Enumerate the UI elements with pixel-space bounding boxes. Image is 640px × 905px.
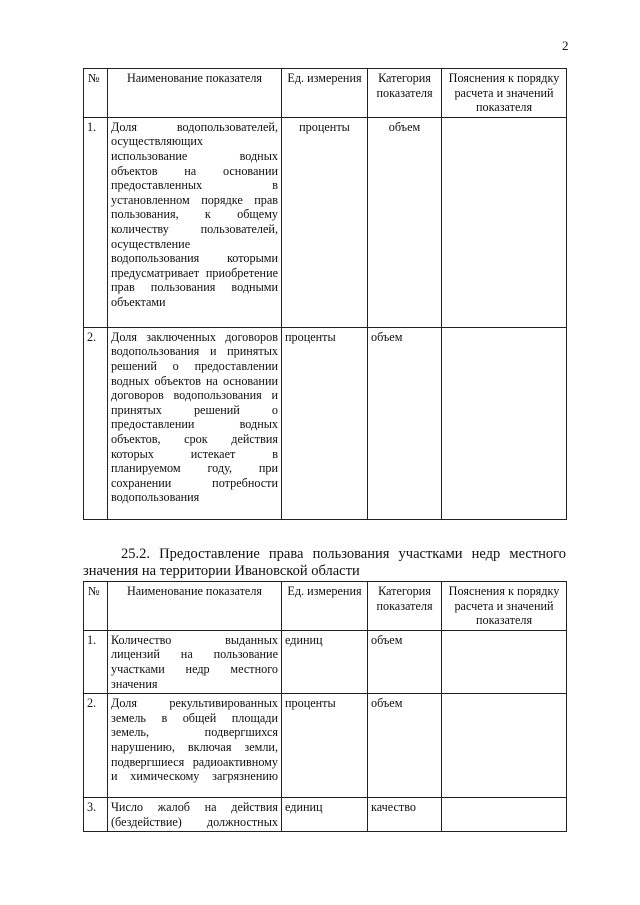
column-header-unit: Ед. измерения — [282, 582, 368, 631]
indicator-category: объем — [368, 694, 442, 798]
page-number: 2 — [562, 38, 569, 53]
row-number: 2. — [84, 327, 108, 519]
indicator-notes — [442, 630, 567, 693]
table-header-row — [84, 69, 567, 118]
indicator-category: объем — [368, 117, 442, 327]
indicator-unit: проценты — [282, 327, 368, 519]
indicator-name: Число жалоб на действия (бездействие) должностных — [108, 798, 282, 832]
row-number: 1. — [84, 630, 108, 693]
indicator-notes — [442, 327, 567, 519]
indicator-unit: единиц — [282, 630, 368, 693]
table-row — [84, 694, 567, 798]
indicator-name: Количество выданных лицензий на пользование участками недр местного значения — [108, 630, 282, 693]
row-number: 2. — [84, 694, 108, 798]
indicator-notes — [442, 694, 567, 798]
indicator-category: объем — [368, 630, 442, 693]
table-row — [84, 117, 567, 327]
column-header-notes: Пояснения к порядку расчета и значений показателя — [442, 582, 567, 631]
indicator-unit: проценты — [282, 117, 368, 327]
table-header-row — [84, 582, 567, 631]
indicator-unit: единиц — [282, 798, 368, 832]
table-row — [84, 327, 567, 519]
table-row — [84, 798, 567, 832]
section-heading — [83, 546, 566, 580]
indicator-category: объем — [368, 327, 442, 519]
indicator-name: Доля водопользователей, осуществляющих использование водных объектов на основании предоставленных в установленном порядке прав пользования, к общему количеству пользователей, осуществление водопользования которыми предусматривает приобретение прав пользования водными объектами — [108, 117, 282, 327]
column-header-unit: Ед. измерения — [282, 69, 368, 118]
column-header-category: Категория показателя — [368, 582, 442, 631]
column-header-notes: Пояснения к порядку расчета и значений показателя — [442, 69, 567, 118]
indicator-table-water-use — [83, 68, 567, 520]
row-number: 3. — [84, 798, 108, 832]
table-row — [84, 630, 567, 693]
column-header-category: Категория показателя — [368, 69, 442, 118]
column-header-name: Наименование показателя — [108, 69, 282, 118]
indicator-name: Доля рекультивированных земель в общей площади земель, подвергшихся нарушению, включая земли, подвергшиеся радиоактивному и химическому загрязнению — [108, 694, 282, 798]
section-heading-text: 25.2. Предоставление права пользования участками недр местного значения на территории Ивановской области — [83, 546, 566, 579]
column-header-number: № — [84, 582, 108, 631]
column-header-number: № — [84, 69, 108, 118]
indicator-notes — [442, 798, 567, 832]
column-header-name: Наименование показателя — [108, 582, 282, 631]
indicator-category: качество — [368, 798, 442, 832]
indicator-table-subsoil-use — [83, 581, 567, 832]
row-number: 1. — [84, 117, 108, 327]
indicator-unit: проценты — [282, 694, 368, 798]
indicator-notes — [442, 117, 567, 327]
indicator-name: Доля заключенных договоров водопользования и принятых решений о предоставлении водных объектов на основании договоров водопользования и принятых решений о предоставлении водных объектов, срок действия которых истекает в планируемом году, при сохранении потребности водопользования — [108, 327, 282, 519]
